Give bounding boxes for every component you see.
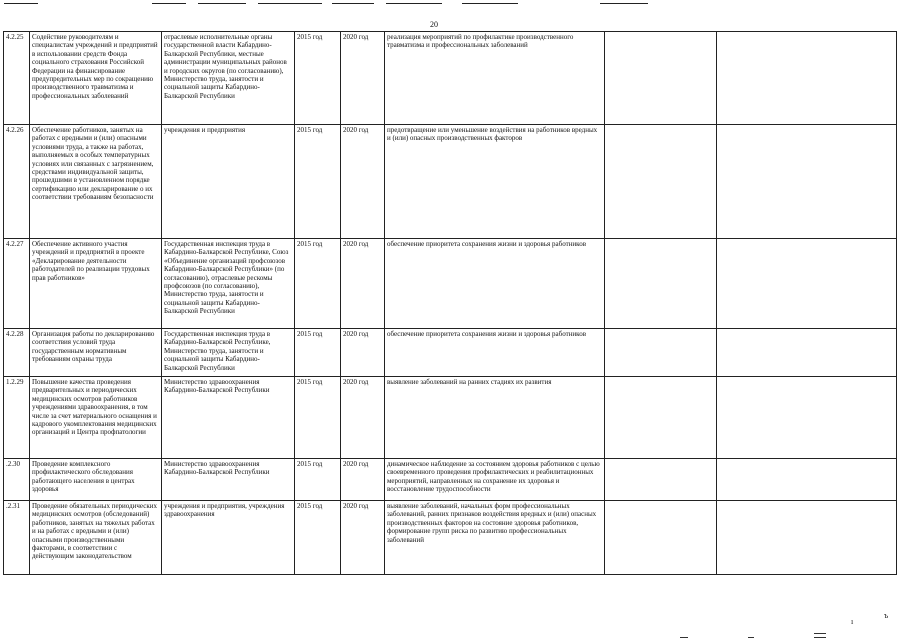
start-year-cell: 2015 год	[295, 377, 341, 459]
page-number: 20	[430, 20, 438, 29]
scan-line	[332, 3, 374, 4]
blank-cell	[605, 125, 717, 239]
blank-cell	[717, 32, 897, 125]
corner-mark: ъ	[884, 611, 889, 620]
end-year-cell: 2020 год	[341, 32, 385, 125]
result-cell: обеспечение приоритета сохранения жизни и здоровья работников	[385, 239, 605, 329]
scan-line	[4, 3, 38, 4]
result-cell: выявление заболеваний на ранних стадиях их развития	[385, 377, 605, 459]
table-row	[4, 459, 897, 501]
row-number: 4.2.27	[4, 239, 30, 329]
start-year-cell: 2015 год	[295, 125, 341, 239]
row-number: .2.31	[4, 501, 30, 575]
activity-cell: Проведение обязательных периодических медицинских осмотров (обследований) работников, занятых на тяжелых работах и на работах с вредными и (или) опасными производственными факторами, в соответствии с действующим законодательством	[30, 501, 162, 575]
row-number: 4.2.25	[4, 32, 30, 125]
executor-cell: Государственная инспекция труда в Кабардино-Балкарской Республике, Министерство труда, занятости и социальной защиты Кабардино-Балкарской Республики	[162, 329, 295, 377]
end-year-cell: 2020 год	[341, 239, 385, 329]
scan-line	[198, 3, 246, 4]
activity-cell: Организация работы по декларированию соответствия условий труда государственным нормативным требованиям охраны труда	[30, 329, 162, 377]
blank-cell	[717, 459, 897, 501]
executor-cell: отраслевые исполнительные органы государственной власти Кабардино-Балкарской Республики, местные администрации муниципальных районов и городских округов (по согласованию), Министерство труда, занятости и социальной защиты Кабардино-Балкарской Республики	[162, 32, 295, 125]
scan-line	[600, 3, 648, 4]
blank-cell	[605, 377, 717, 459]
table-row	[4, 377, 897, 459]
blank-cell	[717, 239, 897, 329]
activity-table	[3, 31, 897, 575]
activity-cell: Проведение комплексного профилактического обследования работающего населения в центрах здоровья	[30, 459, 162, 501]
result-cell: предотвращение или уменьшение воздействия на работников вредных и (или) опасных производственных факторов	[385, 125, 605, 239]
start-year-cell: 2015 год	[295, 329, 341, 377]
activity-cell: Содействие руководителям и специалистам учреждений и предприятий в использовании средств Фонда социального страхования Российской Федерации на финансирование предупредительных мер по сокращению производственного травматизма и профессиональных заболеваний	[30, 32, 162, 125]
table-row	[4, 329, 897, 377]
start-year-cell: 2015 год	[295, 459, 341, 501]
start-year-cell: 2015 год	[295, 239, 341, 329]
blank-cell	[717, 501, 897, 575]
row-number: 1.2.29	[4, 377, 30, 459]
end-year-cell: 2020 год	[341, 377, 385, 459]
scan-line	[152, 3, 186, 4]
table-row	[4, 501, 897, 575]
executor-cell: Министерство здравоохранения Кабардино-Балкарской Республики	[162, 459, 295, 501]
corner-mark: ı	[851, 617, 854, 626]
result-cell: реализация мероприятий по профилактике производственного травматизма и профессиональных заболеваний	[385, 32, 605, 125]
row-number: .2.30	[4, 459, 30, 501]
row-number: 4.2.28	[4, 329, 30, 377]
blank-cell	[605, 239, 717, 329]
executor-cell: учреждения и предприятия, учреждения здравоохранения	[162, 501, 295, 575]
end-year-cell: 2020 год	[341, 125, 385, 239]
start-year-cell: 2015 год	[295, 501, 341, 575]
executor-cell: Министерство здравоохранения Кабардино-Балкарской Республики	[162, 377, 295, 459]
scan-line	[386, 3, 442, 4]
blank-cell	[605, 459, 717, 501]
scan-dash	[814, 637, 826, 638]
blank-cell	[605, 501, 717, 575]
scan-dash	[814, 633, 826, 634]
table-row	[4, 239, 897, 329]
scan-dash	[680, 637, 688, 638]
blank-cell	[717, 329, 897, 377]
end-year-cell: 2020 год	[341, 329, 385, 377]
end-year-cell: 2020 год	[341, 459, 385, 501]
scan-line	[462, 3, 518, 4]
result-cell: динамическое наблюдение за состоянием здоровья работников с целью своевременного проведения профилактических и реабилитационных мероприятий, направленных на сохранение их здоровья и восстановление трудоспособности	[385, 459, 605, 501]
activity-cell: Повышение качества проведения предварительных и периодических медицинских осмотров работников учреждениями здравоохранения, в том числе за счет материального оснащения и кадрового укомплектования медицинских организаций и Центра профпатологии	[30, 377, 162, 459]
executor-cell: Государственная инспекция труда в Кабардино-Балкарской Республике, Союз «Объединение организаций профсоюзов Кабардино-Балкарской Республики» (по согласованию), отраслевые рескомы профсоюзов (по согласованию), Министерство труда, занятости и социальной защиты Кабардино-Балкарской Республики	[162, 239, 295, 329]
scan-dash	[748, 637, 754, 638]
result-cell: обеспечение приоритета сохранения жизни и здоровья работников	[385, 329, 605, 377]
scan-line	[258, 3, 322, 4]
executor-cell: учреждения и предприятия	[162, 125, 295, 239]
end-year-cell: 2020 год	[341, 501, 385, 575]
blank-cell	[605, 329, 717, 377]
table-row	[4, 32, 897, 125]
blank-cell	[717, 125, 897, 239]
blank-cell	[717, 377, 897, 459]
table-row	[4, 125, 897, 239]
activity-cell: Обеспечение активного участия учреждений и предприятий в проекте «Декларирование деятельности работодателей по реализации трудовых прав работников»	[30, 239, 162, 329]
blank-cell	[605, 32, 717, 125]
start-year-cell: 2015 год	[295, 32, 341, 125]
row-number: 4.2.26	[4, 125, 30, 239]
result-cell: выявление заболеваний, начальных форм профессиональных заболеваний, ранних признаков воздействия вредных и (или) опасных производственных факторов на состояние здоровья работников, формирование групп риска по развитию профессиональных заболеваний	[385, 501, 605, 575]
activity-cell: Обеспечение работников, занятых на работах с вредными и (или) опасными условиями труда, а также на работах, выполняемых в особых температурных условиях или связанных с загрязнением, средствами индивидуальной защиты, прошедшими в установленном порядке сертификацию или декларирование о их соответствии требованиям безопасности	[30, 125, 162, 239]
